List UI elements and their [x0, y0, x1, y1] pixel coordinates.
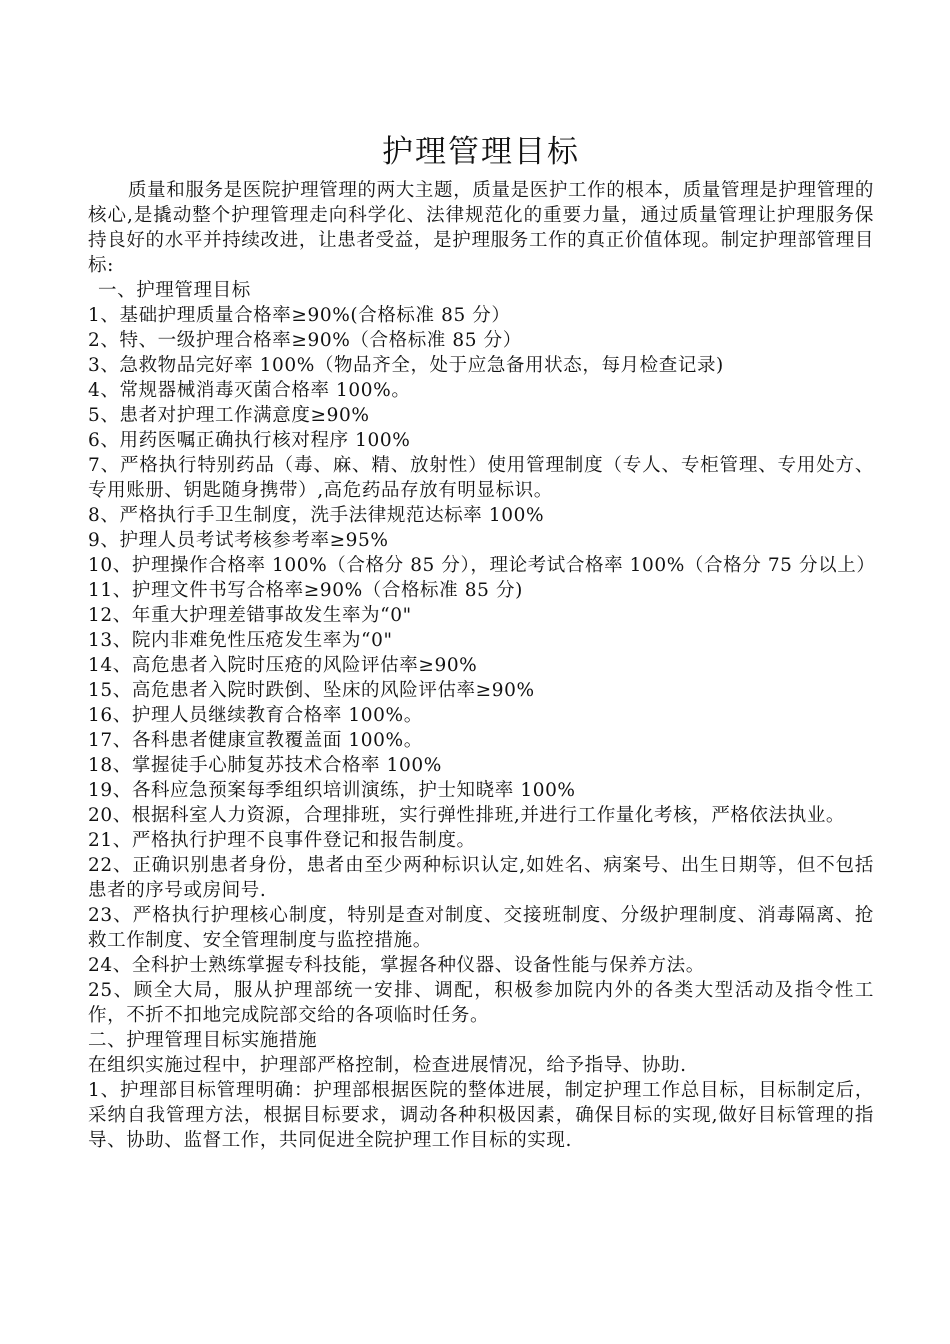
goal-item: 22、正确识别患者身份，患者由至少两种标识认定,如姓名、病案号、出生日期等，但不包括患者的序号或房间号. [88, 855, 874, 901]
goal-item: 20、根据科室人力资源，合理排班，实行弹性排班,并进行工作量化考核，严格依法执业。 [88, 805, 846, 826]
goal-item: 12、年重大护理差错事故发生率为“0" [88, 605, 412, 626]
goal-item: 18、掌握徒手心肺复苏技术合格率 100% [88, 755, 442, 776]
goal-item: 21、严格执行护理不良事件登记和报告制度。 [88, 830, 476, 851]
goal-item: 17、各科患者健康宣教覆盖面 100%。 [88, 730, 423, 751]
document-title: 护理管理目标 [382, 134, 580, 170]
goal-item: 23、严格执行护理核心制度，特别是查对制度、交接班制度、分级护理制度、消毒隔离、抢救工作制度、安全管理制度与监控措施。 [88, 905, 874, 951]
goal-item: 1、基础护理质量合格率≥90%(合格标准 85 分） [88, 305, 511, 326]
document-page [88, 132, 874, 1153]
goal-item: 6、用药医嘱正确执行核对程序 100% [88, 430, 411, 451]
goal-item: 14、高危患者入院时压疮的风险评估率≥90% [88, 655, 478, 676]
section-heading-goals: 一、护理管理目标 [98, 280, 251, 301]
goal-item: 11、护理文件书写合格率≥90%（合格标准 85 分) [88, 580, 523, 601]
goal-item: 7、严格执行特别药品（毒、麻、精、放射性）使用管理制度（专人、专柜管理、专用处方、专用账册、钥匙随身携带）,高危药品存放有明显标识。 [88, 455, 874, 501]
measures-list [88, 1078, 874, 1153]
goal-item: 13、院内非难免性压疮发生率为“0" [88, 630, 393, 651]
goal-item: 16、护理人员继续教育合格率 100%。 [88, 705, 423, 726]
goal-item: 19、各科应急预案每季组织培训演练，护士知晓率 100% [88, 780, 576, 801]
goal-item: 5、患者对护理工作满意度≥90% [88, 405, 370, 426]
goal-item: 9、护理人员考试考核参考率≥95% [88, 530, 389, 551]
goal-item: 8、严格执行手卫生制度，洗手法律规范达标率 100% [88, 505, 545, 526]
goal-item: 24、全科护士熟练掌握专科技能，掌握各种仪器、设备性能与保养方法。 [88, 955, 705, 976]
goal-item: 3、急救物品完好率 100%（物品齐全，处于应急备用状态，每月检查记录) [88, 355, 724, 376]
section-heading-measures: 二、护理管理目标实施措施 [88, 1030, 318, 1051]
goal-item: 25、顾全大局，服从护理部统一安排、调配，积极参加院内外的各类大型活动及指令性工作，不折不扣地完成院部交给的各项临时任务。 [88, 980, 874, 1026]
goal-item: 15、高危患者入院时跌倒、坠床的风险评估率≥90% [88, 680, 535, 701]
goals-list [88, 303, 874, 1028]
goal-item: 4、常规器械消毒灭菌合格率 100%。 [88, 380, 411, 401]
measure-item: 1、护理部目标管理明确：护理部根据医院的整体进展，制定护理工作总目标，目标制定后，采纳自我管理方法，根据目标要求，调动各种积极因素，确保目标的实现,做好目标管理的指导、协助、监督工作，共同促进全院护理工作目标的实现. [88, 1080, 874, 1151]
goal-item: 10、护理操作合格率 100%（合格分 85 分），理论考试合格率 100%（合格分 75 分以上） [88, 555, 876, 576]
intro-paragraph: 质量和服务是医院护理管理的两大主题，质量是医护工作的根本，质量管理是护理管理的核心,是撬动整个护理管理走向科学化、法律规范化的重要力量，通过质量管理让护理服务保持良好的水平并持续改进，让患者受益，是护理服务工作的真正价值体现。制定护理部管理目标: [88, 180, 874, 276]
measures-lead-paragraph: 在组织实施过程中，护理部严格控制，检查进展情况，给予指导、协助. [88, 1055, 687, 1076]
goal-item: 2、特、一级护理合格率≥90%（合格标准 85 分） [88, 330, 522, 351]
